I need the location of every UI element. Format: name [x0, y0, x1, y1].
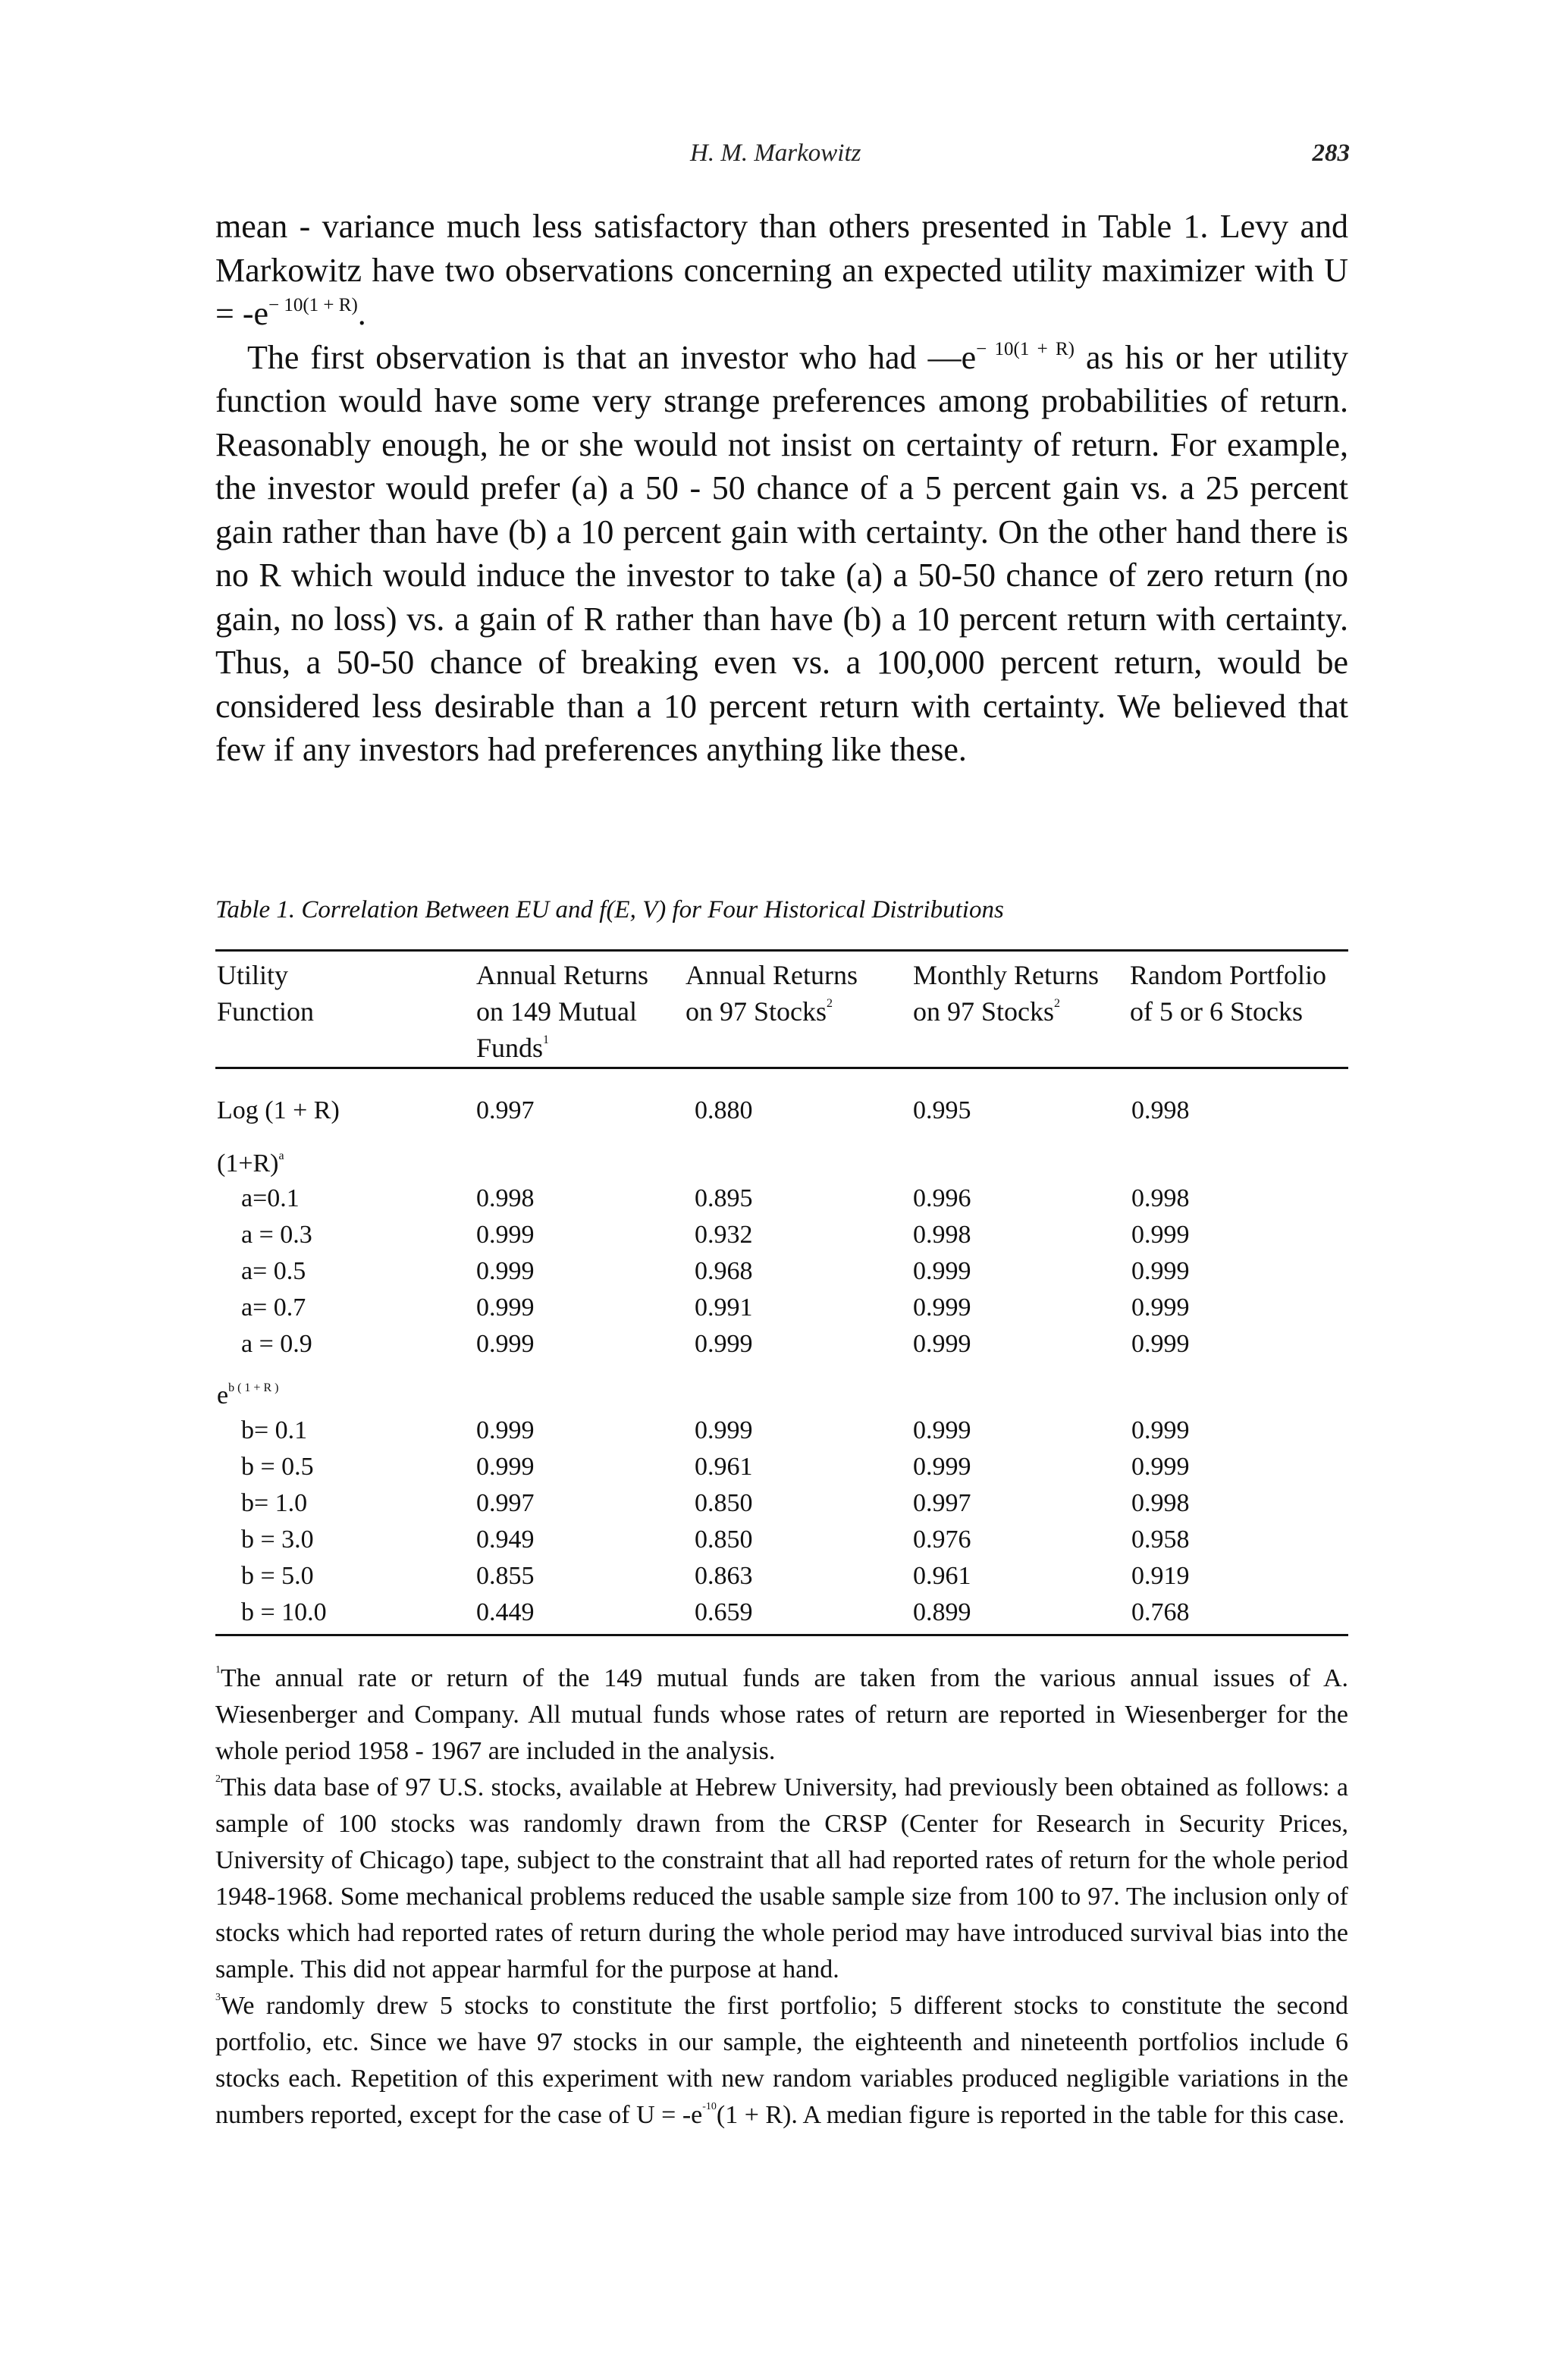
paragraph-2: The first observation is that an investor who had $—e^{- 10(1 + R)}$ as his or her utility function would have some very strange preferences among probabilities of return. Reasonably enough, he or she would not insist on certainty of return. For example, the investor would prefer (a) a 50 - 50 chance of a 5 percent gain vs. a 25 percent gain rather than have (b) a 10 percent gain with certainty. On the other hand there is no R which would induce the investor to take (a) a 50-50 chance of zero return (no gain, no loss) vs. a gain of R rather than have (b) a 10 percent return with certainty. Thus, a 50-50 chance of breaking even vs. a 100,000 percent return, would be considered less desirable than a 10 percent return with certainty. We believed that few if any investors had preferences anything like these. — [215, 338, 1348, 768]
page-header — [0, 140, 1553, 177]
header-mutual-funds: Annual Returns on 149 Mutual Funds$^1$ — [476, 960, 648, 1063]
footnote-1: $^1$The annual rate or return of the 149 mutual funds are taken from the various annual issues of A. Wiesenberger and Company. All mutual funds whose rates of return are reported in Wiesenberger for the whole period 1958 - 1967 are included in the analysis. — [215, 1664, 1348, 1765]
table-group-row: $e^{b ( 1 + R )}$ — [217, 1381, 279, 1409]
paragraph-1: mean - variance much less satisfactory than others presented in Table 1. Levy and Markowitz have two observations concerning an expected utility maximizer with $U = -e^{- 10(1 + R)}$. — [215, 208, 1348, 332]
table-row: b= 1.0 0.997 0.850 0.997 0.998 — [241, 1489, 1190, 1517]
table-row: Log (1 + R) 0.997 0.880 0.995 0.998 — [217, 1096, 1190, 1124]
table-rule-top — [215, 949, 1348, 952]
table-row: b = 3.0 0.949 0.850 0.976 0.958 — [241, 1526, 1190, 1554]
footnote-3: $^3$We randomly drew 5 stocks to constitute the first portfolio; 5 different stocks to constitute the second portfolio, etc. Since we have 97 stocks in our sample, the eighteenth and nineteenth portfolios include 6 stocks each. Repetition of this experiment with new random variables produced negligible variations in the numbers reported, except for the case of $U = -e^{-10}(1 + R)$. A median figure is reported in the table for this case. — [215, 1992, 1348, 2129]
table-row: b = 5.0 0.855 0.863 0.961 0.919 — [241, 1562, 1190, 1590]
footnotes — [215, 1660, 1348, 2134]
exponent: − 10(1 + R) — [268, 295, 358, 315]
table-caption: Table 1. Correlation Between EU and f(E, V) for Four Historical Distributions — [215, 896, 1004, 923]
table-row: a=0.1 0.998 0.895 0.996 0.998 — [241, 1184, 1190, 1212]
table-rule-mid — [215, 1067, 1348, 1069]
table-row: a = 0.3 0.999 0.932 0.998 0.999 — [241, 1221, 1190, 1249]
table-row: a = 0.9 0.999 0.999 0.999 0.999 — [241, 1330, 1190, 1358]
table-row: b= 0.1 0.999 0.999 0.999 0.999 — [241, 1416, 1190, 1444]
table-rule-bottom — [215, 1634, 1348, 1636]
body-text — [215, 205, 1348, 772]
header-utility-function: Utility Function — [217, 960, 315, 1027]
footnote-2: $^2$This data base of 97 U.S. stocks, available at Hebrew University, had previously been obtained as follows: a sample of 100 stocks was randomly drawn from the CRSP (Center for Research in Security Prices, University of Chicago) tape, subject to the constraint that all had reported rates of return for the whole period 1948-1968. Some mechanical problems reduced the usable sample size from 100 to 97. The inclusion only of stocks which had reported rates of return during the whole period may have introduced survival bias into the sample. This did not appear harmful for the purpose at hand. — [215, 1773, 1348, 1983]
table-row: a= 0.5 0.999 0.968 0.999 0.999 — [241, 1257, 1190, 1285]
running-head: H. M. Markowitz — [690, 140, 861, 167]
header-annual-stocks: Annual Returns on 97 Stocks$^2$ — [686, 960, 858, 1027]
table-group-row: $(1+R)^a$ — [217, 1149, 284, 1177]
table-row: b = 0.5 0.999 0.961 0.999 0.999 — [241, 1453, 1190, 1481]
table-row: a= 0.7 0.999 0.991 0.999 0.999 — [241, 1293, 1190, 1322]
exponent: − 10(1 + R) — [976, 338, 1075, 359]
page-number: 283 — [1312, 140, 1350, 167]
header-monthly-stocks: Monthly Returns on 97 Stocks$^2$ — [913, 960, 1100, 1027]
table-row: b = 10.0 0.449 0.659 0.899 0.768 — [241, 1598, 1190, 1626]
header-random-portfolio: Random Portfolio of 5 or 6 Stocks — [1130, 960, 1326, 1027]
